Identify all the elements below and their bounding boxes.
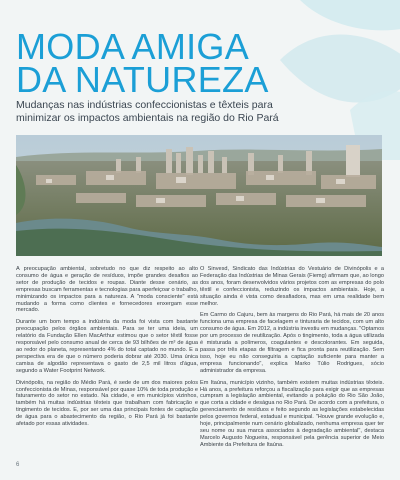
title-line-1: MODA AMIGA: [16, 26, 250, 67]
paragraph: O Sinvesd, Sindicato das Indústrias do Vestuário de Divinópolis e a Federação das Indústrias de Minas Gerais (Fiemg) afirmam que, ao longo dos anos, foram desenvolvidos vários projetos com as empresas do polo têxtil e confeccionista, reduzindo os impactos ambientais. Hoje, a situação ainda é vista como desafiadora, mas em uma realidade bem melhor.: [200, 266, 384, 307]
paragraph: Divinópolis, na região do Médio Pará, é sede de um dos maiores polos confeccionista de Minas, responsável por quase 10% de toda produção e faturamento do setor no estado. Na cidade, e em municípios vizinhos, também há muitas indústrias têxteis que trabalham com fabricação e tingimento de tecidos. E, por ser uma das principais fontes de captação de água para o abastecimento da região, o Rio Pará já foi bastante afetado por essas atividades.: [16, 379, 198, 428]
title-line-2: DA NATUREZA: [16, 59, 269, 100]
subtitle-line-2: minimizar os impactos ambientais na região do Rio Pará: [16, 111, 279, 124]
subtitle-line-1: Mudanças nas indústrias confeccionistas e têxteis para: [16, 99, 273, 111]
right-text-column: [200, 266, 384, 454]
paragraph: Em Itaúna, município vizinho, também existem muitas indústrias têxteis. Há anos, a prefeitura reforçou a fiscalização para exigir que as empresas cumpram a legislação ambiental, evitando a poluição do Rio São João, que corta a cidade e deságua no Rio Pará. De acordo com a prefeitura, o gerenciamento de resíduos e feito segundo as legislações estabelecidas pelos governos federal, estadual e municipal. "Houve grande evolução e, hoje, principalmente num cenário globalizado, nenhuma empresa quer ter seu nome ou sua marca associados à degradação ambiental", destaca Marcelo Augusto Nogueira, responsável pela gerência superior de Meio Ambiente da Prefeitura de Itaúna.: [200, 379, 384, 448]
page-number: 6: [16, 462, 20, 468]
paragraph: Em Carmo do Cajuru, bem às margens do Rio Pará, há mais de 20 anos funciona uma empresa de facelagem e tinturaria de tecidos, com um alto consumo de água. Em 2012, a indústria investiu em mudanças. "Optamos por um processo de reutilização. Após o tingimento, toda a água utilizada é misturada a polímeros, coagulantes e descolorantes. Em seguida, passa por três etapas de filtragem e fica pronta para reutilização. Sem isso, hoje eu não conseguiria a captação suficiente para manter a empresa funcionando", explica Marko Túlio Rodrigues, sócio administrador da empresa.: [200, 312, 384, 374]
paragraph: A preocupação ambiental, sobretudo no que diz respeito ao alto consumo de água e geração de resíduos, impõe grandes desafios ao setor de produção de tecidos e roupas. Diante desse cenário, as empresas buscam ferramentas e tecnologias para aperfeiçoar o trabalho, minimizando os impactos para a natureza. A "moda consciente" está mudando a forma como clientes e fornecedores enxergam esse mercado.: [16, 266, 198, 314]
article-title: [16, 26, 316, 100]
left-text-column: [16, 266, 198, 433]
city-aerial-photo: [16, 135, 382, 256]
paragraph: Durante um bom tempo a indústria da moda foi vista com bastante preocupação pelos órgãos ambientais. Para se ter uma ideia, um relatório da Fundação Ellen MacArthur estimou que o setor têxtil fosse responsável pelo consumo anual de cerca de 93 bilhões de m³ de água ao redor do planeta, representando 4% do total captado no mundo. E a perspectiva era de que o número poderia dobrar até 2030. Uma única camisa de algodão representava o gasto de 2,5 mil litros d'água, segundo a Water Footprint Network.: [16, 319, 198, 374]
article-subtitle: [16, 99, 316, 124]
